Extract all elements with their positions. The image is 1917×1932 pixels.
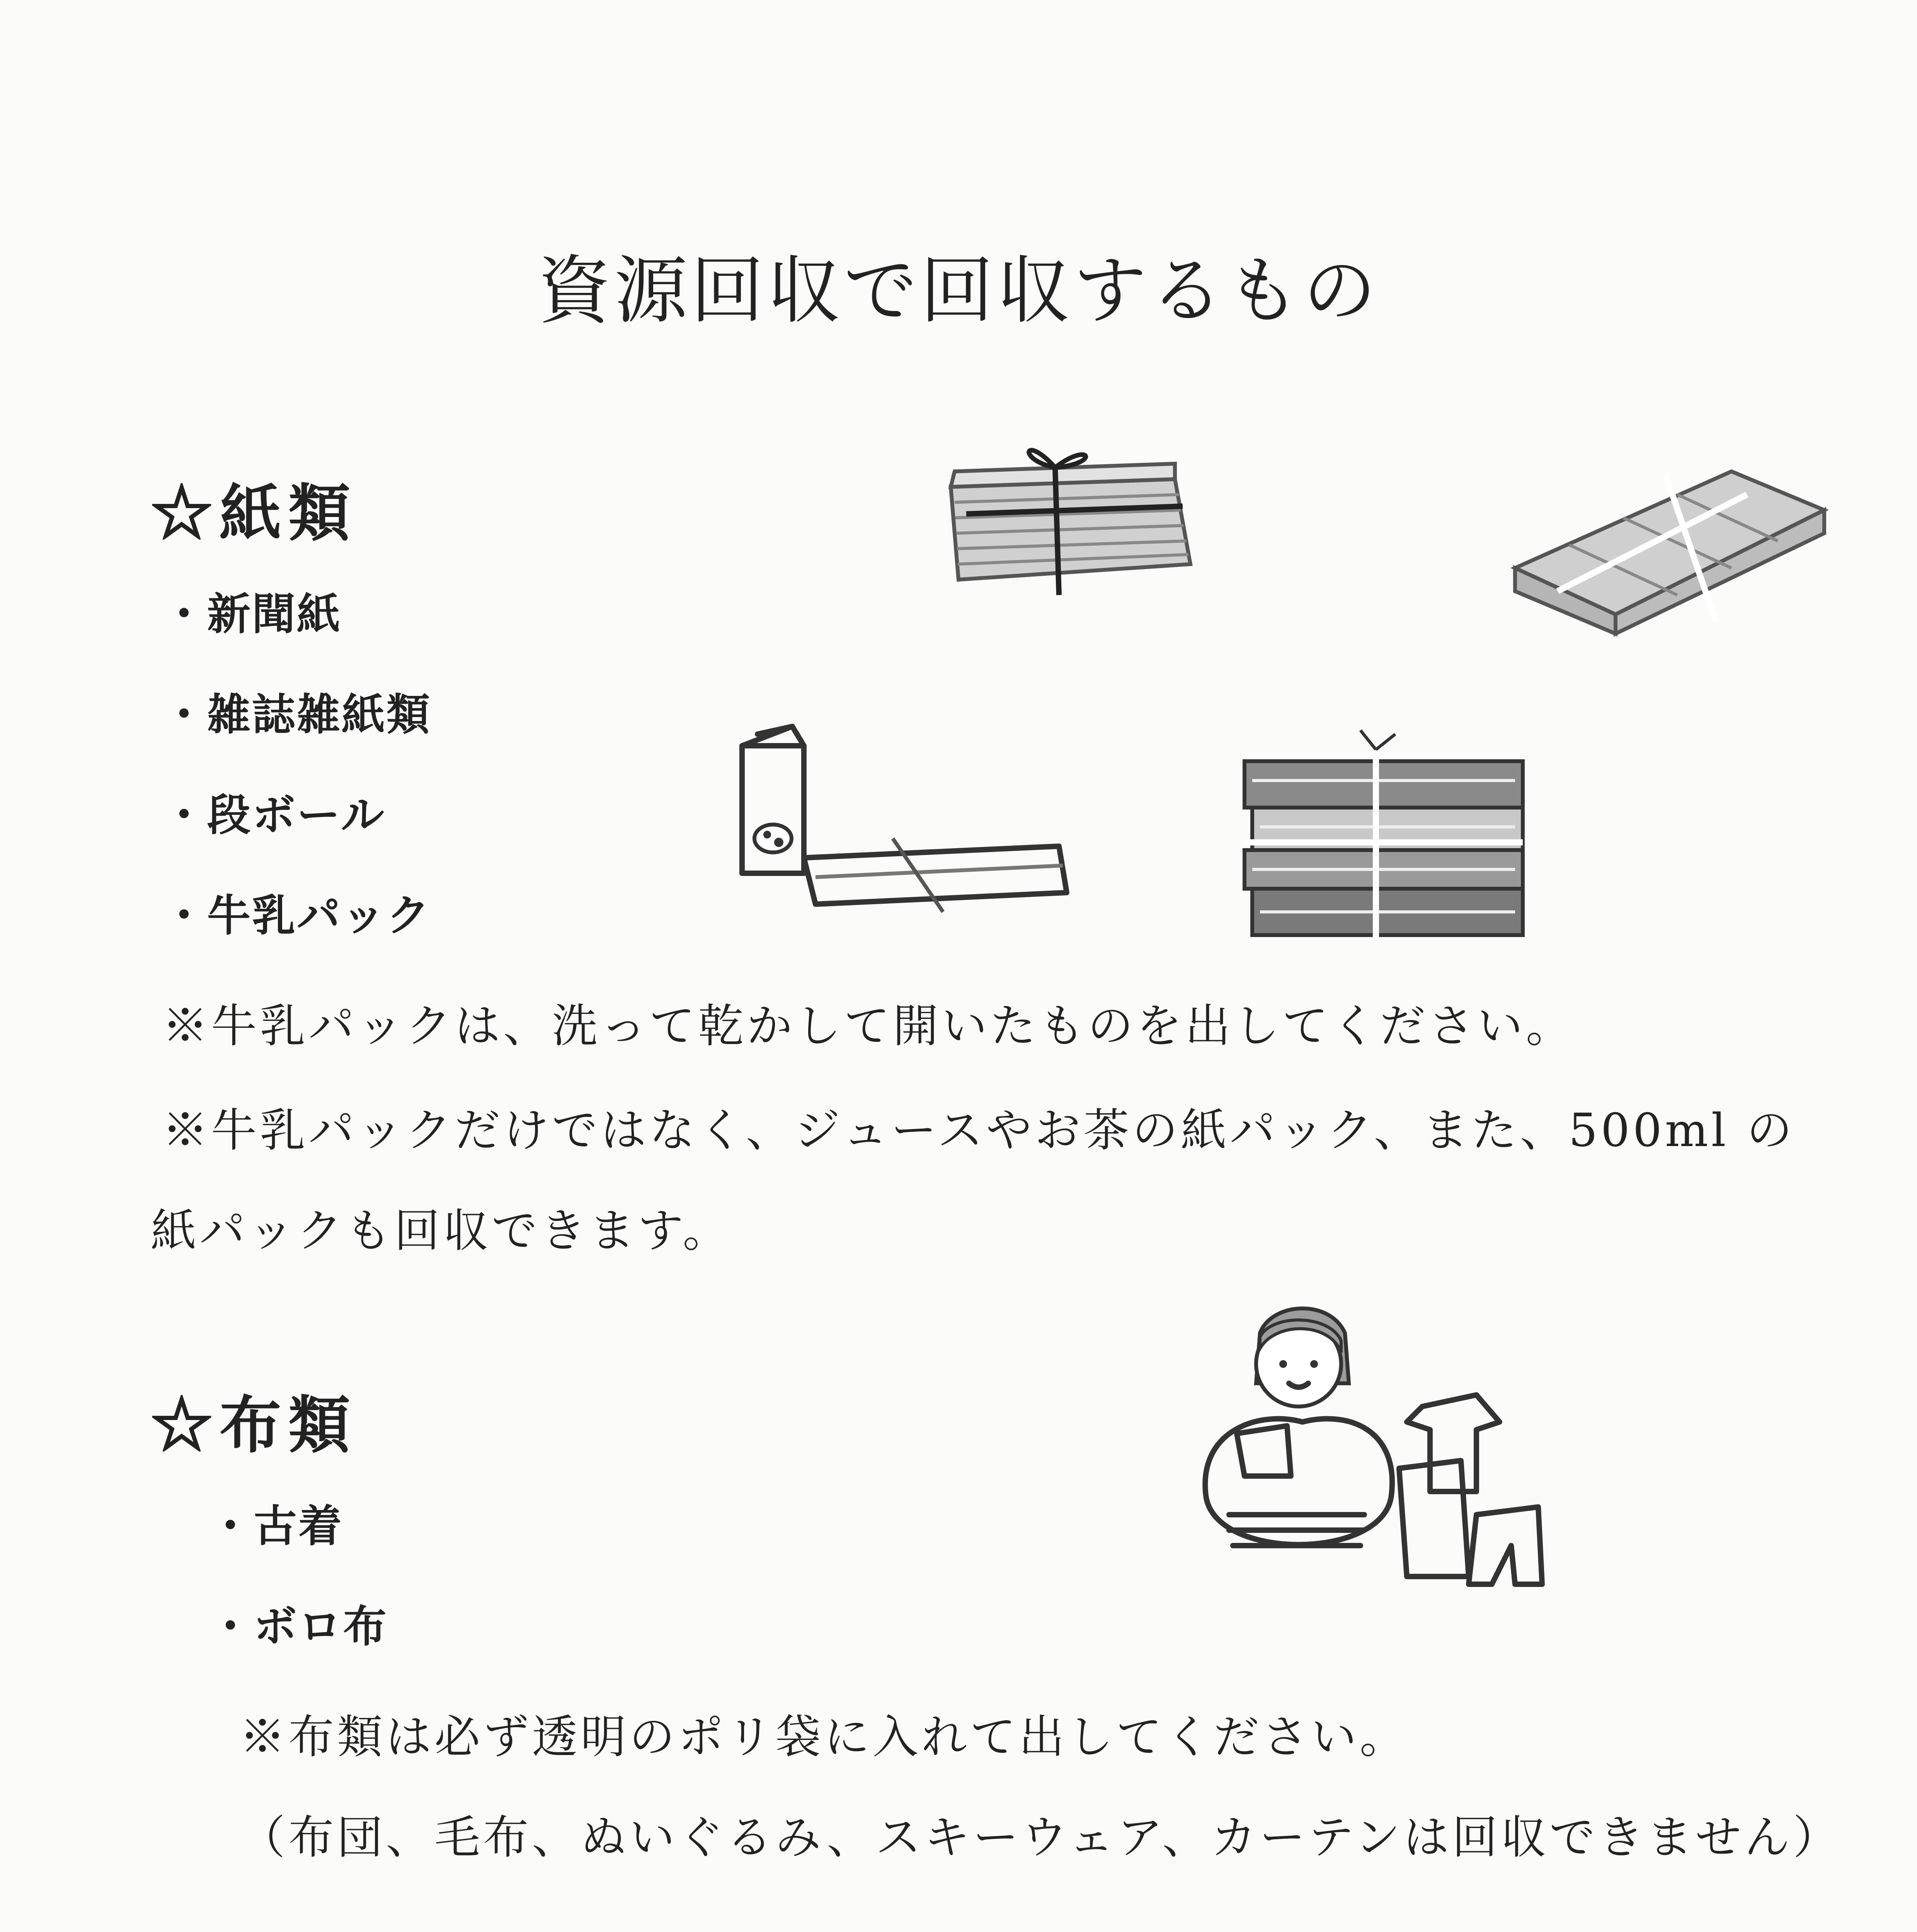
list-item: ・段ボール (162, 790, 386, 840)
note-text: （布団、毛布、ぬいぐるみ、スキーウェア、カーテンは回収できません） (240, 1811, 1842, 1864)
note-text: ※牛乳パックは、洗って乾かして開いたものを出してください。 (162, 999, 1575, 1053)
section-heading-paper: ☆紙類 (151, 477, 358, 549)
magazine-stack-icon (1229, 726, 1546, 966)
newspaper-bundle-icon (928, 417, 1206, 626)
note-text: ※布類は必ず透明のポリ袋に入れて出してください。 (240, 1710, 1409, 1764)
list-item: ・雑誌雑紙類 (162, 689, 431, 740)
milk-carton-icon (727, 711, 1074, 927)
list-item: ・新聞紙 (162, 589, 342, 639)
clothes-sorting-girl-icon (1183, 1306, 1646, 1654)
note-text: 紙パックも回収できます。 (151, 1204, 732, 1257)
list-item: ・ボロ布 (209, 1601, 388, 1652)
stacked-papers-icon (1500, 440, 1847, 657)
list-item: ・牛乳パック (162, 890, 431, 941)
note-text: ※牛乳パックだけではなく、ジュースやお茶の紙パック、また、500ml の (162, 1104, 1796, 1157)
list-item: ・古着 (209, 1501, 343, 1551)
page-title: 資源回収で回収するもの (537, 248, 1379, 333)
section-heading-cloth: ☆布類 (151, 1389, 358, 1461)
